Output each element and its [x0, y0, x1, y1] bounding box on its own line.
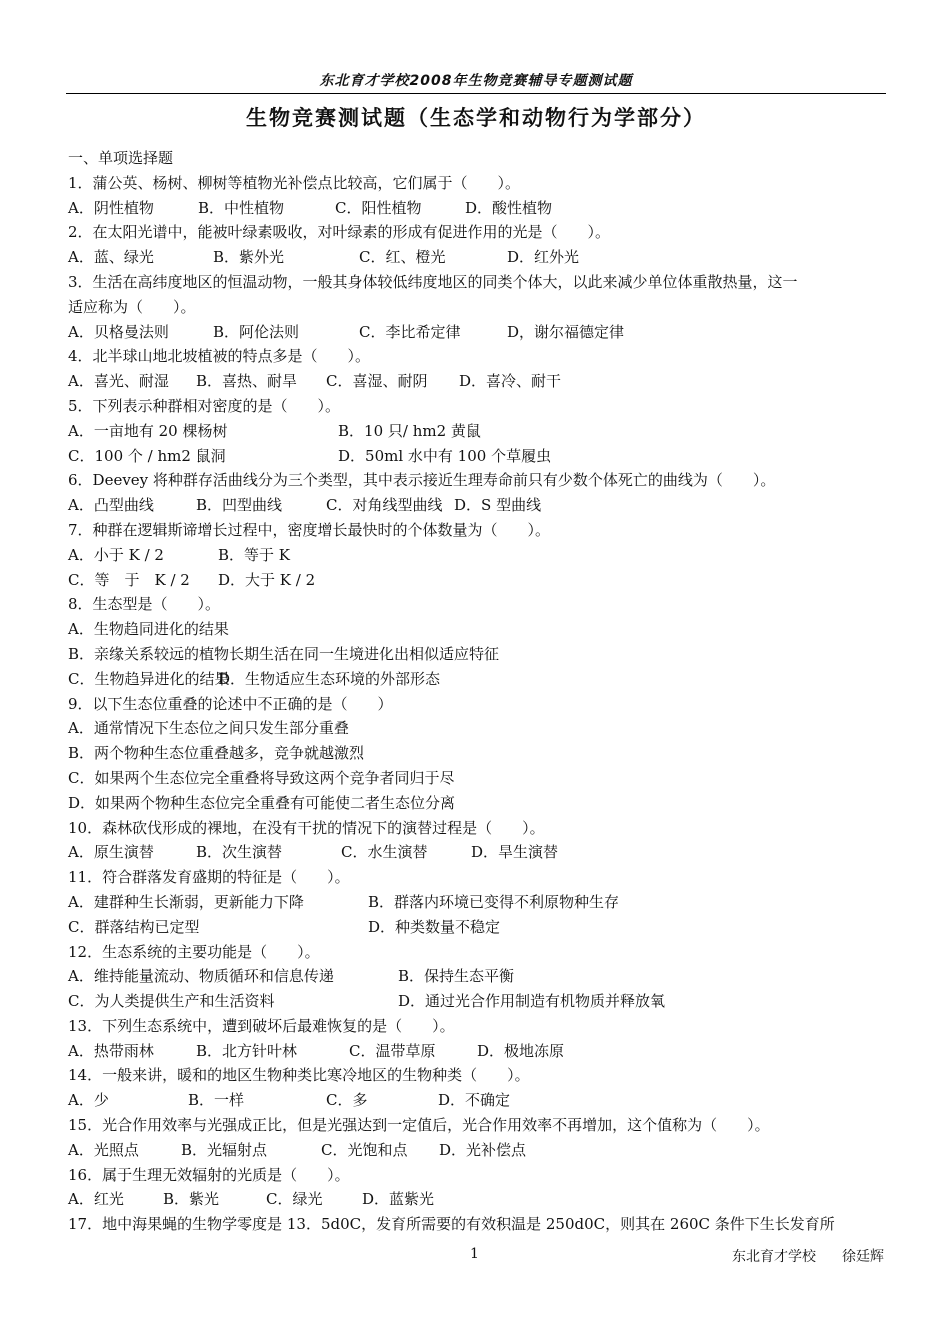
option-item: A．光照点 [68, 1140, 139, 1159]
question-line: A．生物趋同进化的结果 [68, 620, 229, 639]
question-line: 适应称为（ ）。 [68, 297, 196, 316]
option-item: B．阿伦法则 [213, 322, 300, 341]
option-item: B．次生演替 [196, 843, 283, 862]
option-item: C．等 于 K / 2 [68, 570, 190, 589]
option-row [68, 568, 886, 593]
option-item: D．蓝紫光 [362, 1190, 435, 1209]
question-line: 17．地中海果蝇的生物学零度是 13．5d0C，发育所需要的有效积温是 250d0C，则其在 260C 条件下生长发育所 [68, 1215, 835, 1234]
option-item: C．群落结构已定型 [68, 917, 200, 936]
option-item: D．通过光合作用制造有机物质并释放氧 [398, 992, 666, 1011]
option-item: A．热带雨林 [68, 1041, 154, 1060]
option-row [68, 245, 886, 270]
option-item: B．等于 K [218, 545, 290, 564]
option-item: B．保持生态平衡 [398, 967, 515, 986]
option-item: C．100 个 / hm2 鼠洞 [68, 446, 226, 465]
option-item: B．凹型曲线 [196, 496, 283, 515]
option-item: B．群落内环境已变得不利原物种生存 [368, 892, 620, 911]
question-line: 6．Deevey 将种群存活曲线分为三个类型，其中表示接近生理寿命前只有少数个体死亡的曲线为（ ）。 [68, 471, 776, 490]
option-item: C．温带草原 [349, 1041, 436, 1060]
option-item: C．对角线型曲线 [326, 496, 443, 515]
option-row [68, 196, 886, 221]
option-item: C．水生演替 [341, 843, 428, 862]
option-row [68, 444, 886, 469]
page-number: 1 [470, 1246, 479, 1262]
option-item: B．紫光 [163, 1190, 220, 1209]
option-row [68, 667, 886, 692]
question-line: D．如果两个物种生态位完全重叠有可能使二者生态位分离 [68, 793, 456, 812]
option-item: B．喜热、耐旱 [196, 372, 298, 391]
footer-author: 徐廷辉 [842, 1249, 884, 1265]
option-row [68, 964, 886, 989]
question-line: A．通常情况下生态位之间只发生部分重叠 [68, 719, 349, 738]
page-title: 生物竞赛测试题（生态学和动物行为学部分） [246, 106, 706, 130]
option-item: A．喜光、耐湿 [68, 372, 169, 391]
option-item: D．生物适应生态环境的外部形态 [218, 669, 441, 688]
option-item: D．红外光 [507, 248, 580, 267]
option-item: C．多 [326, 1091, 368, 1110]
option-item: B．一样 [188, 1091, 245, 1110]
question-line: 9．以下生态位重叠的论述中不正确的是（ ） [68, 694, 393, 713]
question-line: B．两个物种生态位重叠越多，竞争就越激烈 [68, 744, 365, 763]
question-line: 3．生活在高纬度地区的恒温动物，一般其身体较低纬度地区的同类个体大，以此来减少单位体重散热量，这一 [68, 272, 798, 291]
option-item: D．大于 K / 2 [218, 570, 316, 589]
option-row [68, 369, 886, 394]
option-item: D．S 型曲线 [454, 496, 542, 515]
option-item: C．阳性植物 [335, 198, 422, 217]
question-list [68, 146, 886, 1237]
option-item: C．生物趋异进化的结果 [68, 669, 230, 688]
option-item: A．贝格曼法则 [68, 322, 169, 341]
option-item: D．种类数量不稳定 [368, 917, 501, 936]
option-row [68, 543, 886, 568]
option-row [68, 1039, 886, 1064]
option-row [68, 840, 886, 865]
option-item: A．蓝、绿光 [68, 248, 154, 267]
option-item: A．红光 [68, 1190, 124, 1209]
question-line: 4．北半球山地北坡植被的特点多是（ ）。 [68, 347, 371, 366]
option-item: C．光饱和点 [321, 1140, 408, 1159]
option-item: D．喜冷、耐干 [459, 372, 562, 391]
question-line: 8．生态型是（ ）。 [68, 595, 221, 614]
option-item: D．极地冻原 [477, 1041, 565, 1060]
question-line: B．亲缘关系较远的植物长期生活在同一生境进化出相似适应特征 [68, 644, 500, 663]
option-item: C．喜湿、耐阴 [326, 372, 428, 391]
option-row [68, 915, 886, 940]
question-line: 12．生态系统的主要功能是（ ）。 [68, 942, 320, 961]
footer-credit [732, 1246, 884, 1266]
question-line: 2．在太阳光谱中，能被叶绿素吸收，对叶绿素的形成有促进作用的光是（ ）。 [68, 223, 611, 242]
option-item: A．阴性植物 [68, 198, 154, 217]
option-row [68, 493, 886, 518]
option-item: D．旱生演替 [471, 843, 559, 862]
option-item: A．少 [68, 1091, 109, 1110]
option-row [68, 419, 886, 444]
option-row [68, 1187, 886, 1212]
option-item: B．紫外光 [213, 248, 285, 267]
option-item: D．光补偿点 [439, 1140, 527, 1159]
question-line: 15．光合作用效率与光强成正比，但是光强达到一定值后，光合作用效率不再增加，这个值称为（ ）。 [68, 1116, 770, 1135]
option-row [68, 1088, 886, 1113]
question-line: 11．符合群落发育盛期的特征是（ ）。 [68, 868, 350, 887]
option-item: B．中性植物 [198, 198, 285, 217]
option-row [68, 1138, 886, 1163]
question-line: 7．种群在逻辑斯谛增长过程中，密度增长最快时的个体数量为（ ）。 [68, 520, 551, 539]
option-item: C．李比希定律 [359, 322, 461, 341]
question-line: 13．下列生态系统中，遭到破坏后最难恢复的是（ ）。 [68, 1016, 455, 1035]
question-line: 5．下列表示种群相对密度的是（ ）。 [68, 396, 341, 415]
option-item: B．光辐射点 [181, 1140, 268, 1159]
header-rule [66, 93, 886, 94]
option-item: C．绿光 [266, 1190, 323, 1209]
question-line: 1．蒲公英、杨树、柳树等植物光补偿点比较高，它们属于（ ）。 [68, 173, 521, 192]
option-item: D．50ml 水中有 100 个草履虫 [338, 446, 552, 465]
question-line: 14．一般来讲，暖和的地区生物种类比寒冷地区的生物种类（ ）。 [68, 1066, 530, 1085]
section-heading: 一、单项选择题 [68, 149, 174, 167]
question-line: 10．森林砍伐形成的裸地，在没有干扰的情况下的演替过程是（ ）。 [68, 818, 545, 837]
option-item: B．10 只/ hm2 黄鼠 [338, 421, 481, 440]
option-item: D．不确定 [438, 1091, 511, 1110]
option-item: A．维持能量流动、物质循环和信息传递 [68, 967, 334, 986]
question-line: 16．属于生理无效辐射的光质是（ ）。 [68, 1165, 350, 1184]
footer-school: 东北育才学校 [732, 1249, 816, 1265]
option-item: B．北方针叶林 [196, 1041, 298, 1060]
option-item: A．小于 K / 2 [68, 545, 164, 564]
option-item: C．红、橙光 [359, 248, 446, 267]
question-line: C．如果两个生态位完全重叠将导致这两个竞争者同归于尽 [68, 768, 455, 787]
option-item: A．建群种生长渐弱，更新能力下降 [68, 892, 304, 911]
option-item: D，谢尔福德定律 [507, 322, 625, 341]
option-row [68, 320, 886, 345]
option-item: A．凸型曲线 [68, 496, 154, 515]
option-item: A．原生演替 [68, 843, 154, 862]
option-item: D．酸性植物 [465, 198, 553, 217]
document-header: 东北育才学校2008年生物竞赛辅导专题测试题 [319, 73, 633, 89]
option-row [68, 989, 886, 1014]
option-item: C．为人类提供生产和生活资料 [68, 992, 275, 1011]
option-row [68, 890, 886, 915]
option-item: A．一亩地有 20 棵杨树 [68, 421, 228, 440]
